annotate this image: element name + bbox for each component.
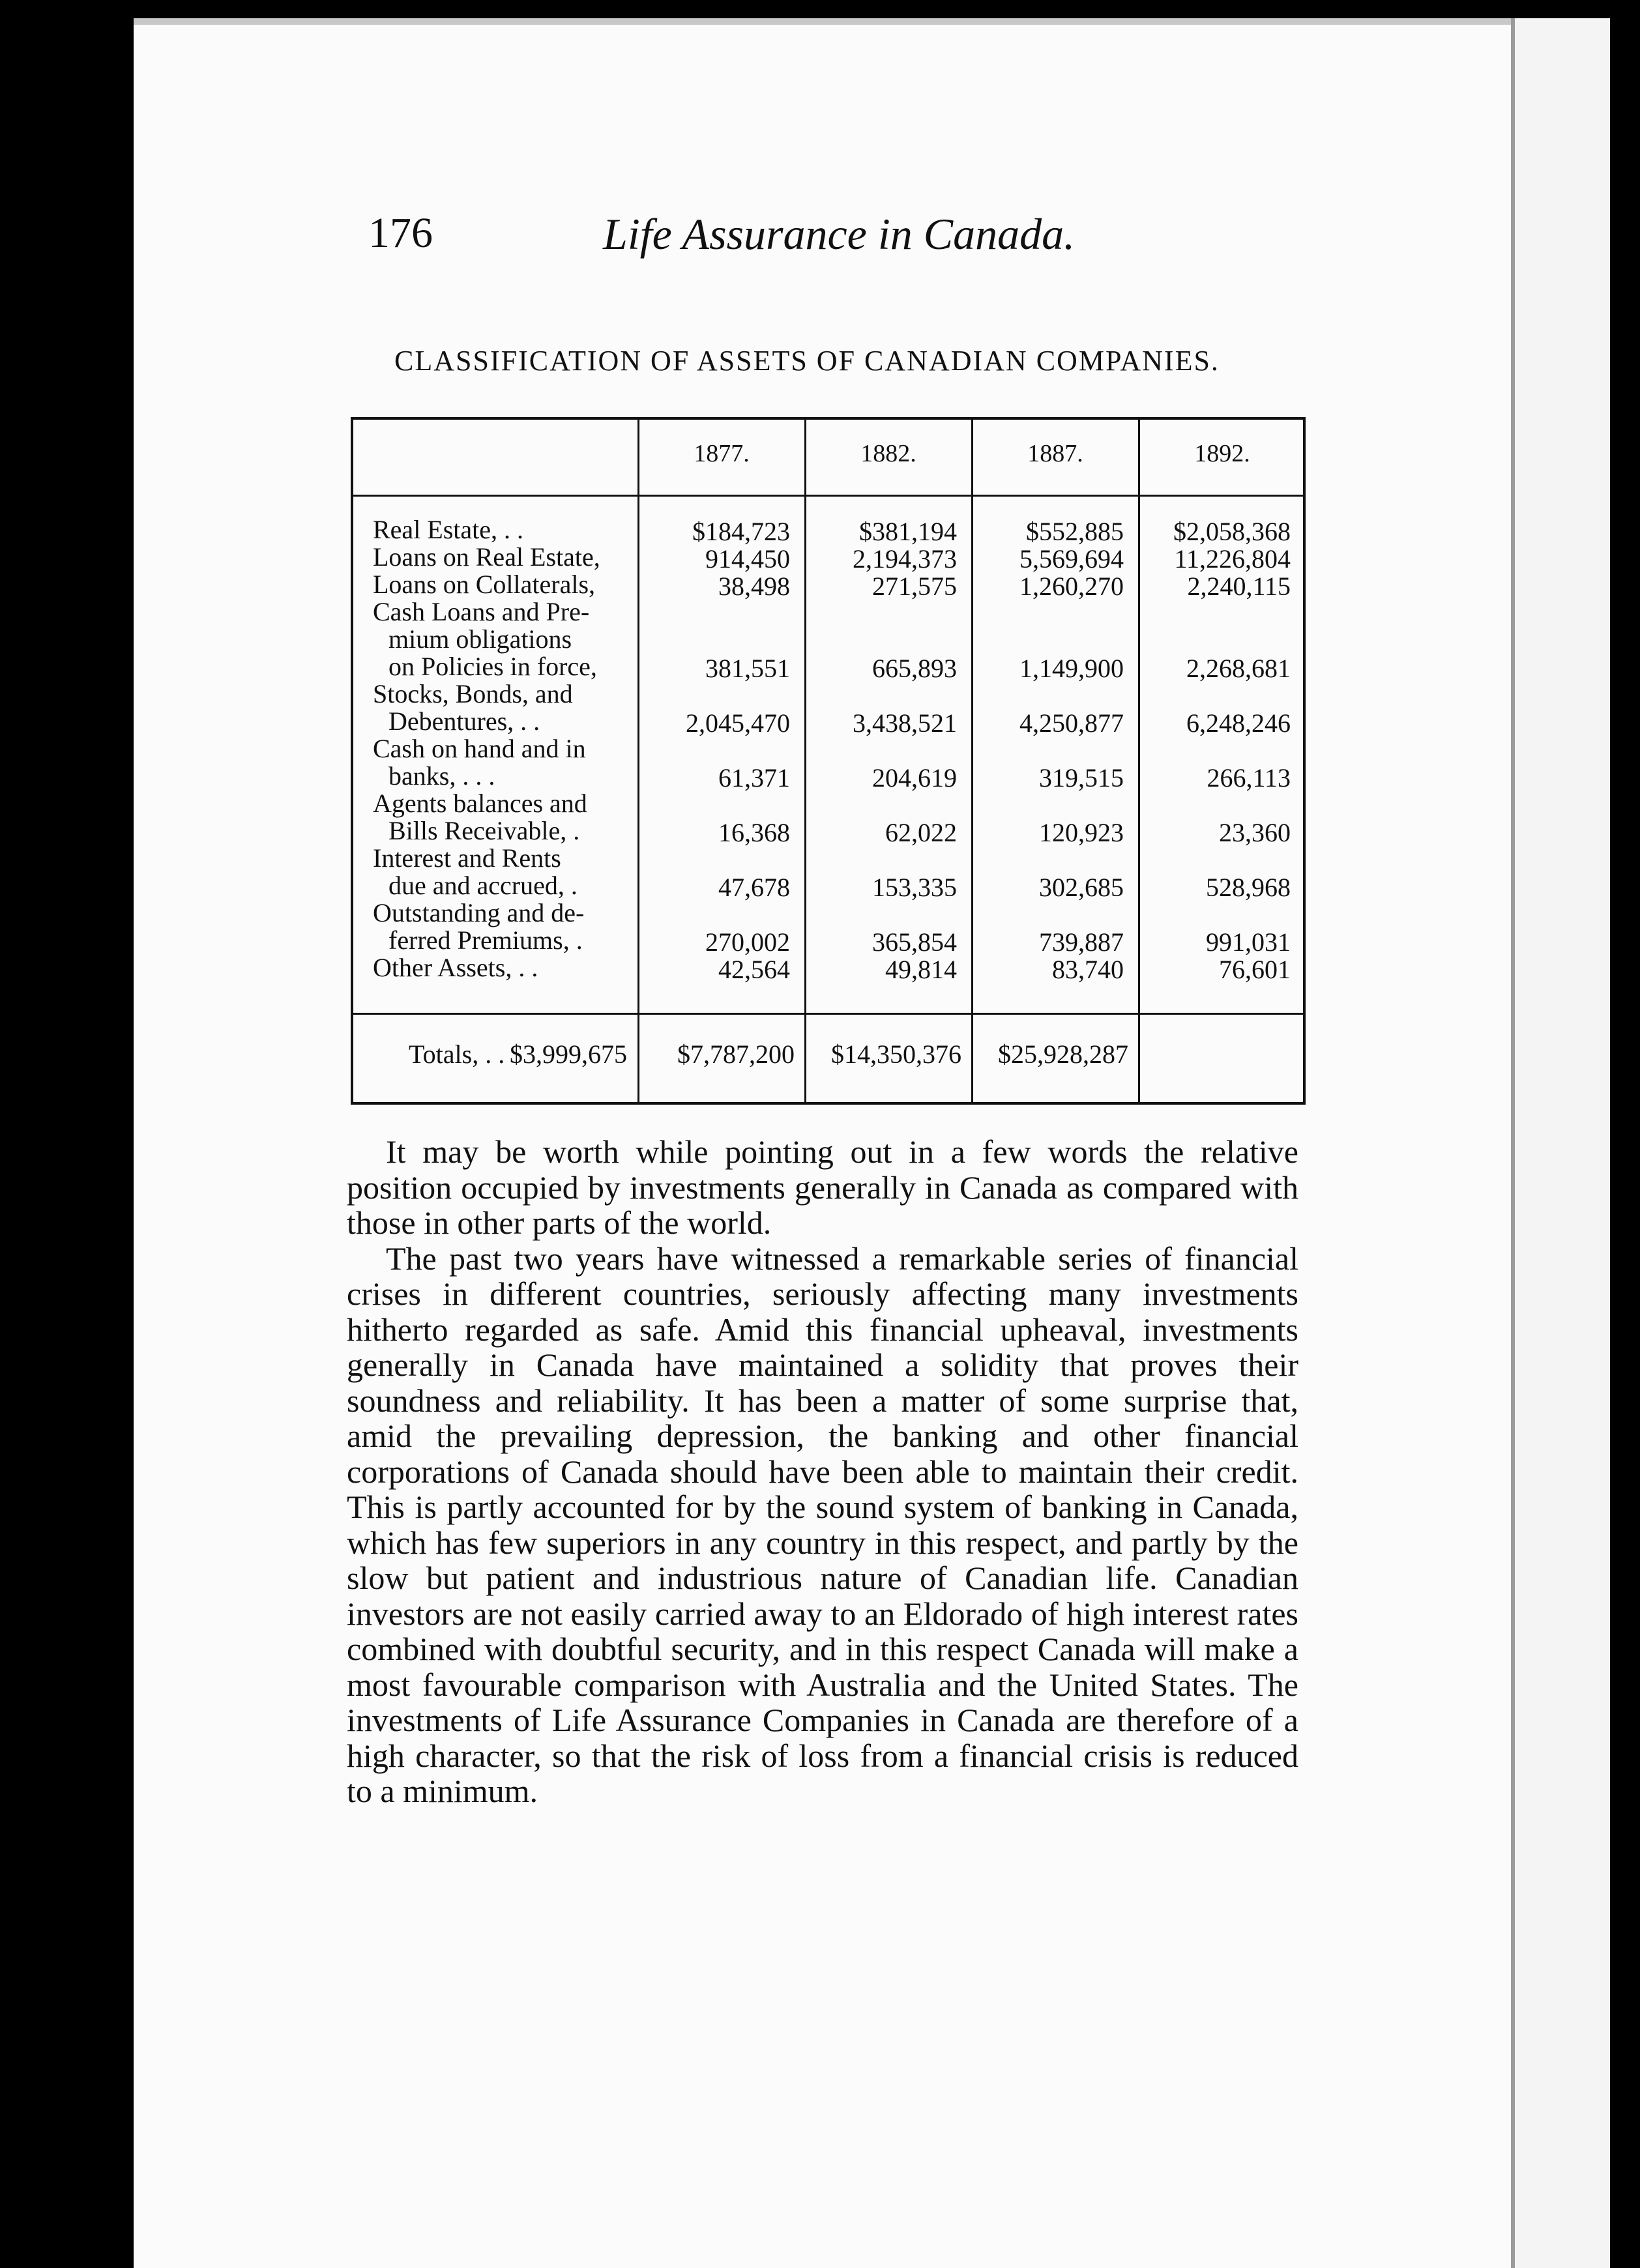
assets-table [351,417,1306,1105]
value-cell: 42,564 [718,955,790,984]
column-divider [971,420,973,1102]
paragraph: It may be worth while pointing out in a few words the relative position occupied by investments generally in Canada as compared with those in other parts of the world. [347,1133,1298,1241]
value-cell: $2,058,368 [1173,517,1291,546]
table-title: CLASSIFICATION OF ASSETS OF CANADIAN COMPANIES. [394,345,1220,377]
column-divider [804,420,806,1102]
value-cell: 381,551 [705,654,790,683]
row-label: Real Estate, . . [373,515,524,544]
value-cell: 1,260,270 [1019,572,1124,601]
value-cell: 319,515 [1039,763,1124,792]
total-value: $14,350,376 [831,1040,961,1069]
year-header: 1892. [1194,440,1250,467]
value-cell: 120,923 [1039,818,1124,847]
value-cell: 1,149,900 [1019,654,1124,683]
row-label: Outstanding and de- [373,898,585,927]
row-label: banks, . . . [388,761,495,791]
value-cell: 3,438,521 [853,708,957,738]
value-cell: 23,360 [1219,818,1291,847]
row-label: Other Assets, . . [373,953,538,982]
paragraph: The past two years have witnessed a remarkable series of financial crises in different countries, seriously affecting many investments hitherto regarded as safe. Amid this financial upheaval, investments generally in Canada have maintained a solidity that proves their soundness and reliability. It has been a matter of some surprise that, amid the prevailing depression, the banking and other financial corporations of Canada should have been able to maintain their credit. This is partly accounted for by the sound system of banking in Canada, which has few superiors in any country in this respect, and partly by the slow but patient and industrious nature of Canadian life. Canadian investors are not easily carried away to an Eldorado of high interest rates combined with doubtful security, and in this respect Canada will make a most favourable comparison with Australia and the United States. The investments of Life Assurance Companies in Canada are therefore of a high character, so that the risk of loss from a financial crisis is reduced to a minimum. [347,1240,1298,1809]
value-cell: 4,250,877 [1019,708,1124,738]
value-cell: $381,194 [859,517,957,546]
column-divider [1138,420,1140,1102]
value-cell: 665,893 [872,654,957,683]
value-cell: 2,240,115 [1187,572,1291,601]
running-head: Life Assurance in Canada. [603,209,1076,259]
value-cell: 61,371 [718,763,790,792]
value-cell: 991,031 [1206,927,1291,957]
value-cell: 11,226,804 [1174,544,1291,574]
scan-border-right [1610,0,1640,2268]
value-cell: 739,887 [1039,927,1124,957]
value-cell: 2,045,470 [686,708,790,738]
row-label: Debentures, . . [388,706,540,736]
year-header: 1882. [860,440,916,467]
value-cell: 62,022 [885,818,957,847]
page-number: 176 [368,209,433,257]
row-label: Bills Receivable, . [388,816,580,845]
body-text [347,1134,1298,1809]
value-cell: 914,450 [705,544,790,574]
value-cell: 76,601 [1219,955,1291,984]
total-value: $7,787,200 [677,1040,795,1069]
value-cell: 302,685 [1039,873,1124,902]
value-cell: 49,814 [885,955,957,984]
value-cell: 528,968 [1206,873,1291,902]
row-label: Cash Loans and Pre- [373,597,590,626]
page-top-edge [134,18,1610,25]
header-rule [353,495,1303,497]
total-value: $3,999,675 [510,1040,627,1069]
value-cell: 266,113 [1207,763,1291,792]
value-cell: 204,619 [872,763,957,792]
year-header: 1877. [694,440,750,467]
row-label: on Policies in force, [388,652,597,681]
value-cell: 365,854 [872,927,957,957]
next-page-edge [1511,18,1613,2268]
row-label: Stocks, Bonds, and [373,679,573,708]
value-cell: 270,002 [705,927,790,957]
value-cell: 47,678 [718,873,790,902]
value-cell: 6,248,246 [1186,708,1291,738]
value-cell: 271,575 [872,572,957,601]
value-cell: 16,368 [718,818,790,847]
totals-rule [353,1013,1303,1015]
row-label: mium obligations [388,624,572,654]
value-cell: 2,268,681 [1186,654,1291,683]
row-label: Interest and Rents [373,843,561,873]
value-cell: 153,335 [872,873,957,902]
value-cell: 38,498 [718,572,790,601]
year-header: 1887. [1027,440,1083,467]
row-labels [373,516,647,981]
row-label: Cash on hand and in [373,734,586,763]
value-cell: $184,723 [692,517,790,546]
total-value: $25,928,287 [998,1040,1128,1069]
value-cell: 2,194,373 [853,544,957,574]
value-cell: $552,885 [1026,517,1124,546]
value-cell: 5,569,694 [1019,544,1124,574]
row-label: ferred Premiums, . [388,925,583,955]
totals-label: Totals, . . [409,1040,505,1069]
row-label: Loans on Collaterals, [373,570,596,599]
row-label: Loans on Real Estate, [373,542,600,572]
value-cell: 83,740 [1052,955,1124,984]
row-label: due and accrued, . [388,871,578,900]
row-label: Agents balances and [373,789,587,818]
